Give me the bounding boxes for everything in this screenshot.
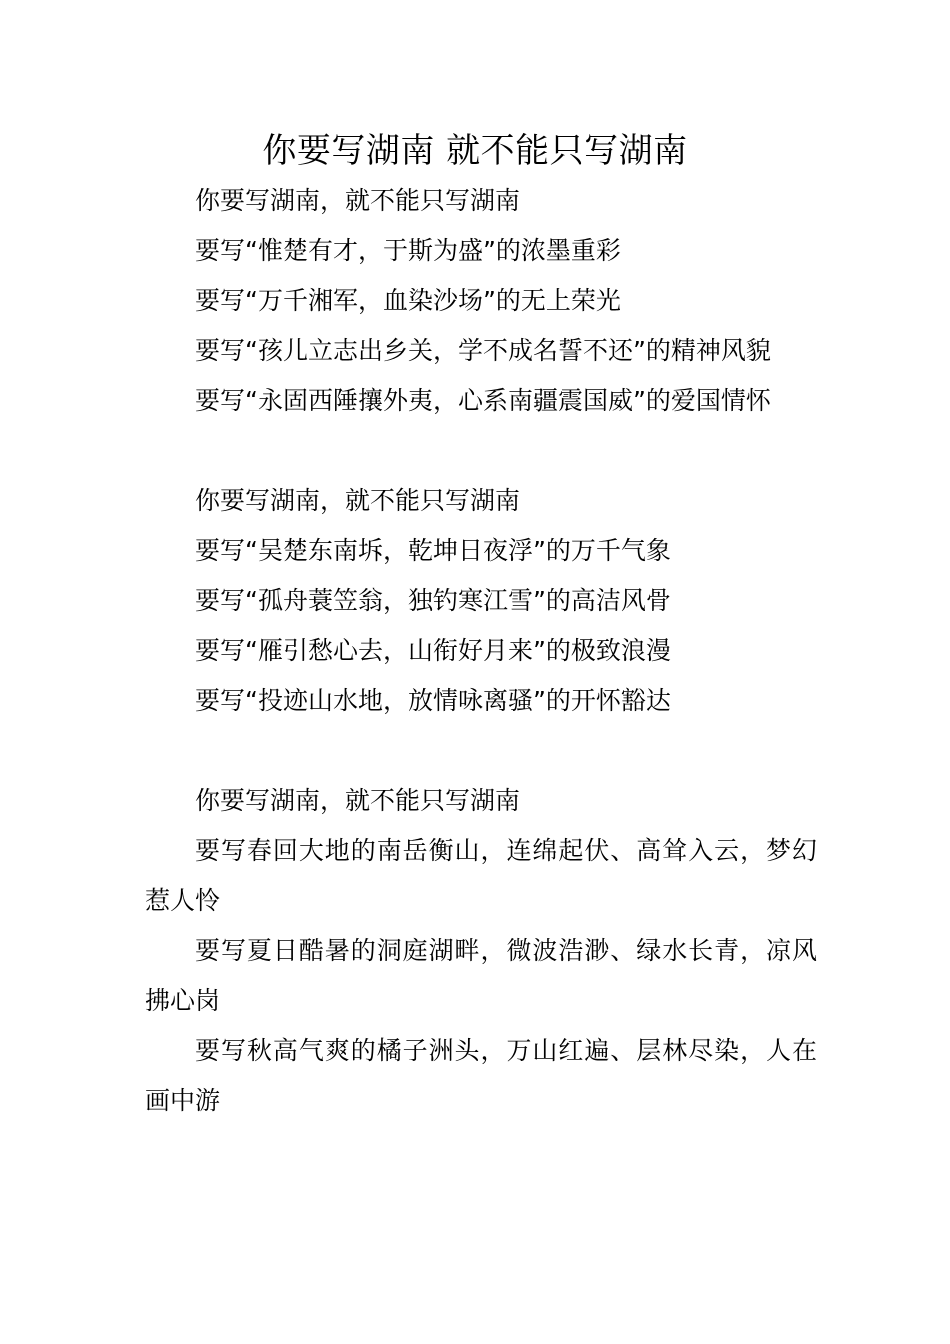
paragraph: 要写春回大地的南岳衡山，连绵起伏、高耸入云，梦幻惹人怜 bbox=[145, 836, 817, 915]
document-body bbox=[145, 176, 817, 1126]
paragraph: 你要写湖南，就不能只写湖南 bbox=[195, 486, 521, 515]
stanza-3 bbox=[145, 776, 817, 1126]
paragraph: 要写“万千湘军，血染沙场”的无上荣光 bbox=[195, 286, 621, 315]
paragraph: 要写“吴楚东南坼，乾坤日夜浮”的万千气象 bbox=[195, 536, 671, 565]
paragraph: 要写夏日酷暑的洞庭湖畔，微波浩渺、绿水长青，凉风拂心岗 bbox=[145, 936, 817, 1015]
stanza-1 bbox=[145, 176, 817, 426]
paragraph: 要写“投迹山水地，放情咏离骚”的开怀豁达 bbox=[195, 686, 671, 715]
paragraph: 要写秋高气爽的橘子洲头，万山红遍、层林尽染，人在画中游 bbox=[145, 1036, 817, 1115]
paragraph: 要写“雁引愁心去，山衔好月来”的极致浪漫 bbox=[195, 636, 671, 665]
stanza-separator bbox=[145, 726, 817, 776]
paragraph: 要写“永固西陲攘外夷，心系南疆震国威”的爱国情怀 bbox=[195, 386, 771, 415]
paragraph: 要写“孩儿立志出乡关，学不成名誓不还”的精神风貌 bbox=[195, 336, 771, 365]
paragraph: 要写“孤舟蓑笠翁，独钓寒江雪”的高洁风骨 bbox=[195, 586, 671, 615]
paragraph: 你要写湖南，就不能只写湖南 bbox=[195, 186, 521, 215]
document-title: 你要写湖南 就不能只写湖南 bbox=[262, 131, 688, 171]
paragraph: 你要写湖南，就不能只写湖南 bbox=[195, 786, 521, 815]
stanza-separator bbox=[145, 426, 817, 476]
stanza-2 bbox=[145, 476, 817, 726]
paragraph: 要写“惟楚有才，于斯为盛”的浓墨重彩 bbox=[195, 236, 621, 265]
